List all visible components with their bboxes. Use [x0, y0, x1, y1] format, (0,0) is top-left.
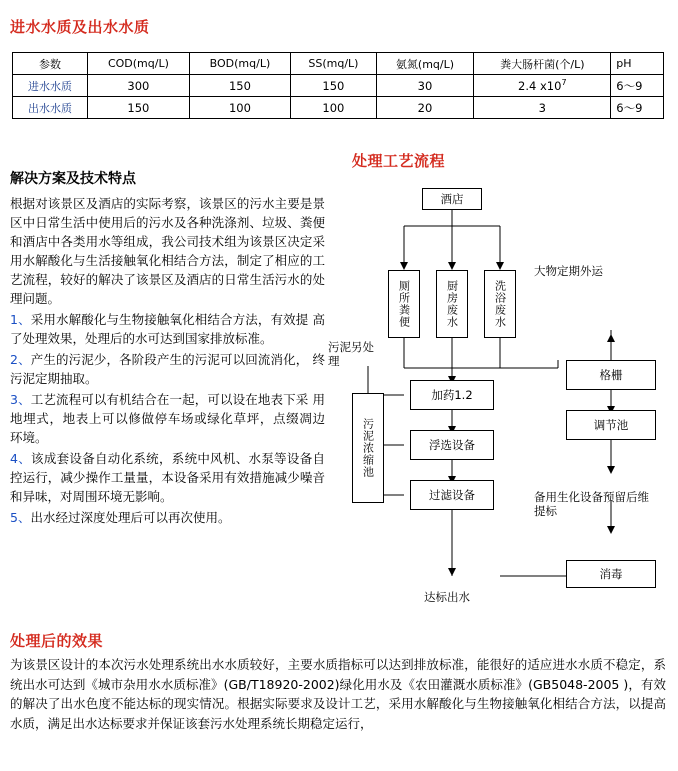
- solution-item: [10, 390, 325, 447]
- effect-body: 为该景区设计的本次污水处理系统出水水质较好，主要水质指标可以达到排放标准，能很好的适应进水水质不稳定，系统出水可达到《城市杂用水水质标准》(GB/T18920-2002)绿化用水及《农田灌溉水质标准》(GB5048-2005 )，有效的解决了出水色度不能达标的现实情况。根据实际要求及设计工艺，采用水解酸化与生物接触氧化相结合方法，以提高水质，满足出水达标要求并保证该套污水处理系统长期稳定运行，: [10, 657, 666, 731]
- table-header-row: [13, 53, 664, 75]
- flow-label-sludge-note: 污泥另处理: [328, 340, 374, 368]
- coliform-base: 2.4 x10: [518, 78, 562, 93]
- flow-node-filter: 过滤设备: [410, 480, 494, 510]
- cell-nh3: 30: [376, 75, 474, 97]
- item-text: 采用水解酸化与生物接触氧化相结合方法，有效提 高了处理效果，处理后的水可达到国家排放标准。: [10, 312, 325, 346]
- cell-ph: 6～9: [611, 75, 664, 97]
- table-header-cell: 粪大肠杆菌(个/L): [474, 53, 611, 75]
- flow-label-outlet: 达标出水: [424, 590, 470, 604]
- table-header-cell: BOD(mq/L): [189, 53, 290, 75]
- flow-label-bulk-removal: 大物定期外运: [534, 264, 603, 278]
- row-label: 出水水质: [13, 97, 88, 119]
- row-label: 进水水质: [13, 75, 88, 97]
- cell-cod: 300: [88, 75, 190, 97]
- table-header-cell: pH: [611, 53, 664, 75]
- flow-node-dosing: 加药1.2: [410, 380, 494, 410]
- table-header-cell: 氨氮(mq/L): [376, 53, 474, 75]
- cell-bod: 150: [189, 75, 290, 97]
- flow-node-flotation: 浮选设备: [410, 430, 494, 460]
- solution-item: [10, 508, 325, 527]
- solution-section: [10, 168, 325, 529]
- cell-bod: 100: [189, 97, 290, 119]
- flow-node-sludge-tank: 污泥浓缩池: [352, 393, 384, 503]
- coliform-exponent: 7: [561, 78, 567, 88]
- item-text: 工艺流程可以有机结合在一起，可以设在地表下采 用地埋式，地表上可以修做停车场或绿化草坪，点缀凋边 环境。: [10, 392, 325, 445]
- item-text: 该成套设备自动化系统，系统中风机、水泵等设备自 控运行，减少操作工量量，本设备采用有效措施减少噪音 和异味，对周围环境无影响。: [10, 451, 325, 504]
- item-number: 2、: [10, 352, 31, 367]
- flow-label-spare-equipment: 备用生化设备预留后维提标: [534, 490, 649, 518]
- item-number: 5、: [10, 510, 31, 525]
- cell-ph: 6～9: [611, 97, 664, 119]
- flow-node-grille: 格栅: [566, 360, 656, 390]
- flow-diagram: [328, 178, 676, 618]
- table-header-cell: COD(mq/L): [88, 53, 190, 75]
- item-text: 出水经过深度处理后可以再次使用。: [30, 510, 231, 525]
- flow-node-regulation: 调节池: [566, 410, 656, 440]
- cell-cod: 150: [88, 97, 190, 119]
- solution-item: [10, 310, 325, 348]
- item-number: 1、: [10, 312, 31, 327]
- item-text: 产生的污泥少，各阶段产生的污泥可以回流消化， 终污泥定期抽取。: [10, 352, 325, 386]
- page-title: 进水水质及出水水质: [10, 18, 150, 36]
- solution-item: [10, 350, 325, 388]
- solution-title: 解决方案及技术特点: [10, 171, 136, 187]
- cell-coliform: [474, 75, 611, 97]
- flow-diagram-title: 处理工艺流程: [352, 152, 446, 170]
- cell-coliform: [474, 97, 611, 119]
- flow-node-bath: 洗浴废水: [484, 270, 516, 338]
- flow-node-disinfect: 消毒: [566, 560, 656, 588]
- solution-item: [10, 449, 325, 506]
- flow-node-hotel: 酒店: [422, 188, 482, 210]
- flow-node-kitchen: 厨房废水: [436, 270, 468, 338]
- coliform-base: 3: [538, 100, 546, 115]
- table-row: [13, 97, 664, 119]
- solution-intro: 根据对该景区及酒店的实际考察，该景区的污水主要是景 区中日常生活中使用后的污水及各种洗涤剂、垃圾、粪便 和酒店中各类用水等组成，我公司技术组为该景区决定采 用水解酸化与生活接触氧化相结合方法，制定了相应的工 艺流程，较好的解决了该景区及酒店的日常生活污水的处 理问题。: [10, 196, 325, 306]
- cell-nh3: 20: [376, 97, 474, 119]
- cell-ss: 100: [291, 97, 377, 119]
- cell-ss: 150: [291, 75, 377, 97]
- water-quality-table: [12, 52, 664, 119]
- table-header-cell: SS(mq/L): [291, 53, 377, 75]
- item-number: 3、: [10, 392, 31, 407]
- table-header-cell: 参数: [13, 53, 88, 75]
- effect-title: 处理后的效果: [10, 632, 104, 650]
- table-row: [13, 75, 664, 97]
- flow-node-toilet: 厕所粪便: [388, 270, 420, 338]
- item-number: 4、: [10, 451, 32, 466]
